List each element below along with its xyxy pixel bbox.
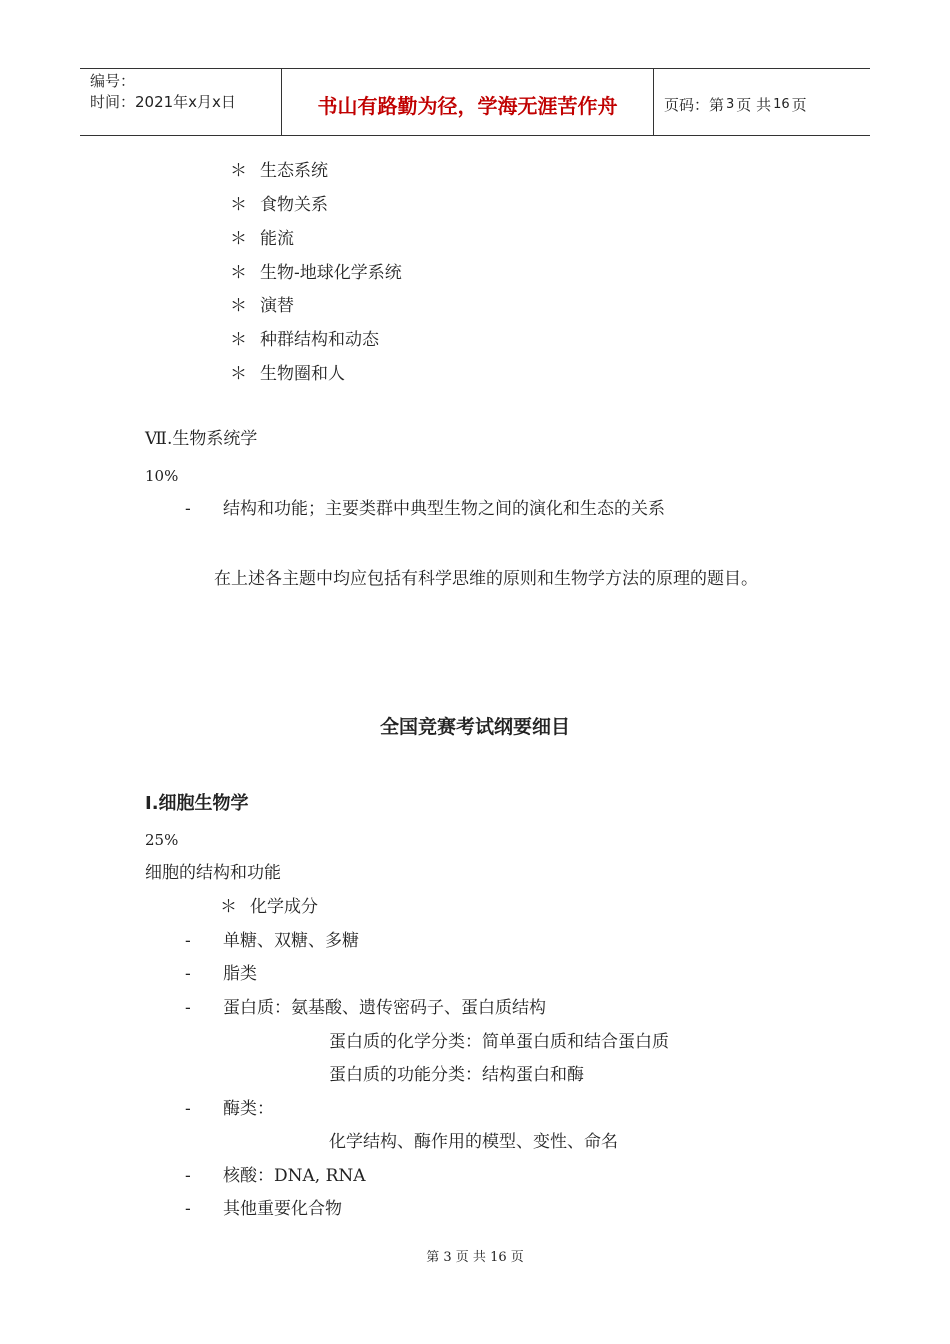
list-item	[230, 363, 345, 385]
list-item	[230, 329, 379, 351]
list-item	[230, 160, 328, 182]
dash-bullet: -	[185, 499, 191, 519]
list-item	[220, 896, 318, 918]
header-page-mid: 页 共	[736, 95, 772, 114]
list-item-text: 生物圈和人	[260, 364, 345, 384]
list-item-text: 酶类：	[223, 1099, 274, 1119]
dash-bullet: -	[185, 1166, 191, 1186]
header-motto: 书山有路勤为径，学海无涯苦作舟	[281, 69, 654, 135]
list-item-text: 生物-地球化学系统	[260, 263, 402, 283]
note-paragraph: 在上述各主题中均应包括有科学思维的原则和生物学方法的原理的题目。	[214, 569, 758, 589]
star-bullet: ＊	[230, 229, 247, 249]
list-item	[230, 194, 328, 216]
list-item-text: 种群结构和动态	[260, 330, 379, 350]
dash-bullet: -	[185, 1199, 191, 1219]
star-bullet: ＊	[230, 161, 247, 181]
footer-prefix: 第	[426, 1250, 440, 1265]
list-item	[230, 295, 294, 317]
header-meta	[80, 69, 281, 135]
dash-bullet: -	[185, 998, 191, 1018]
header-page-info	[654, 69, 870, 135]
list-item	[185, 930, 359, 952]
list-item-text: 单糖、双糖、多糖	[223, 931, 359, 951]
star-bullet: ＊	[230, 263, 247, 283]
list-item-text: 食物关系	[260, 195, 328, 215]
list-subitem: 蛋白质的化学分类：简单蛋白质和结合蛋白质	[329, 1032, 669, 1052]
list-item	[185, 963, 257, 985]
list-item	[185, 498, 665, 520]
footer-mid: 页 共	[455, 1250, 486, 1265]
subsection-heading: 细胞的结构和功能	[145, 863, 281, 883]
dash-bullet: -	[185, 931, 191, 951]
list-item	[185, 1165, 366, 1187]
section-heading: I.细胞生物学	[145, 793, 249, 814]
dash-bullet: -	[185, 964, 191, 984]
list-item-text: 化学成分	[250, 897, 318, 917]
list-item-text: 生态系统	[260, 161, 328, 181]
document-date: 时间：2021年x月x日	[90, 93, 236, 111]
list-item	[185, 1098, 274, 1120]
footer-suffix: 页	[510, 1250, 524, 1265]
list-item	[230, 262, 402, 284]
list-subitem: 蛋白质的功能分类：结构蛋白和酶	[329, 1065, 584, 1085]
footer-page-total: 16	[490, 1250, 507, 1265]
list-item-text: 结构和功能；主要类群中典型生物之间的演化和生态的关系	[223, 499, 665, 519]
star-bullet: ＊	[230, 364, 247, 384]
section-percent: 25%	[145, 831, 179, 849]
list-item-text: 蛋白质：氨基酸、遗传密码子、蛋白质结构	[223, 998, 546, 1018]
list-item-text: 其他重要化合物	[223, 1199, 342, 1219]
dash-bullet: -	[185, 1099, 191, 1119]
star-bullet: ＊	[220, 897, 237, 917]
star-bullet: ＊	[230, 330, 247, 350]
list-item-text: 核酸：DNA, RNA	[223, 1166, 366, 1186]
page-header	[80, 68, 870, 136]
list-item	[230, 228, 294, 250]
list-item	[185, 1198, 342, 1220]
outline-title: 全国竞赛考试纲要细目	[379, 716, 570, 738]
list-item-text: 脂类	[223, 964, 257, 984]
footer-page-current: 3	[443, 1250, 452, 1265]
header-page-total: 16	[773, 96, 790, 112]
section-percent: 10%	[145, 467, 179, 485]
page-footer	[0, 1246, 950, 1265]
list-item	[185, 997, 546, 1019]
header-page-prefix: 页码：第	[664, 95, 725, 114]
header-page-current: 3	[726, 96, 735, 112]
document-number-label: 编号：	[90, 72, 136, 90]
list-item-text: 演替	[260, 296, 294, 316]
star-bullet: ＊	[230, 195, 247, 215]
header-page-suffix: 页	[791, 95, 807, 114]
section-heading: Ⅶ.生物系统学	[145, 429, 258, 449]
list-item-text: 能流	[260, 229, 294, 249]
list-subitem: 化学结构、酶作用的模型、变性、命名	[329, 1132, 618, 1152]
star-bullet: ＊	[230, 296, 247, 316]
